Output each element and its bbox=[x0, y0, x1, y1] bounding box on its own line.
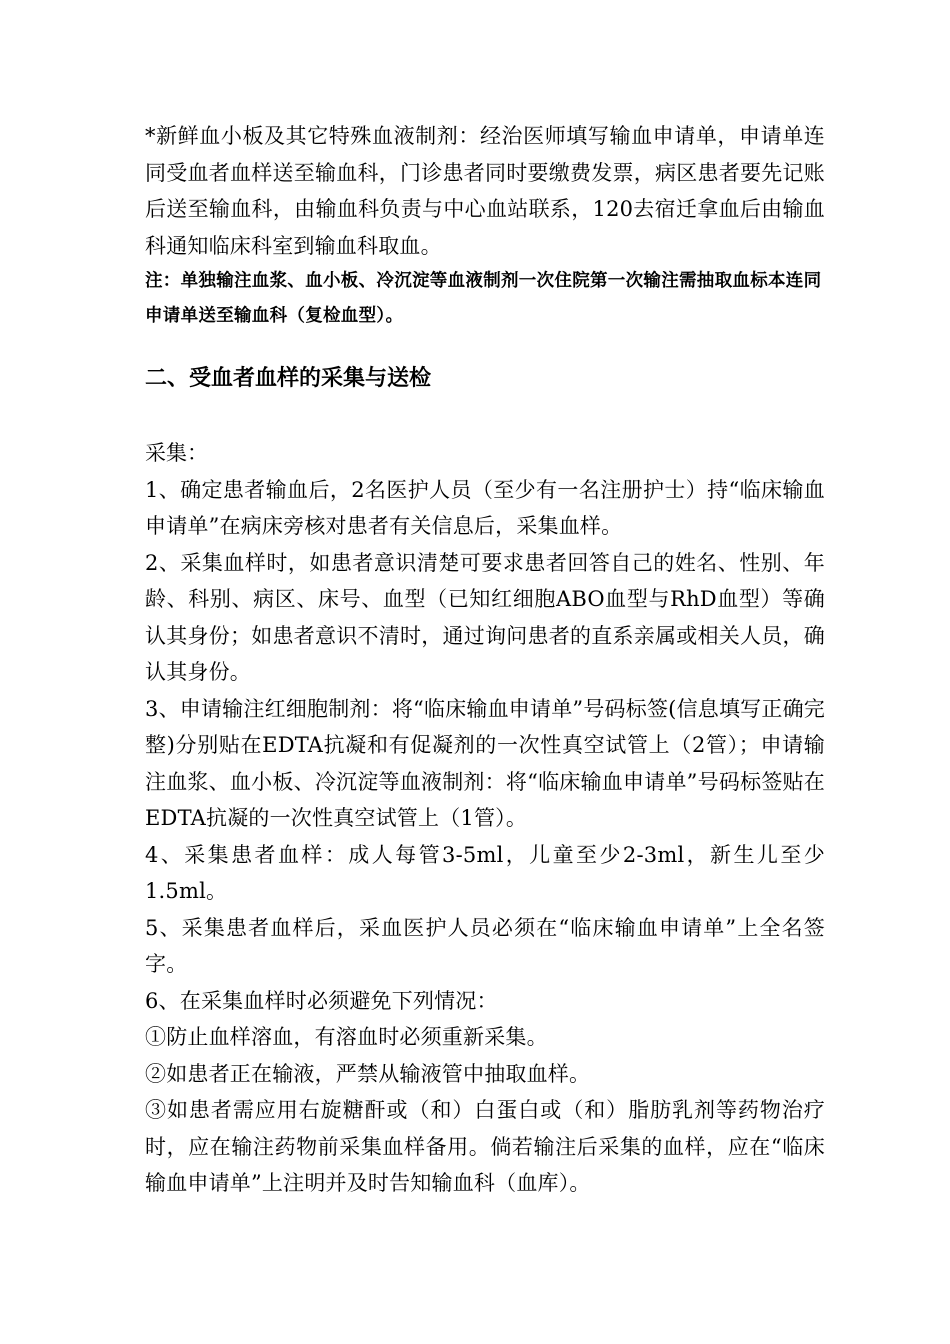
list-item: 4、采集患者血样：成人每管3-5ml，儿童至少2-3ml，新生儿至少1.5ml。 bbox=[145, 842, 825, 903]
note-paragraph: 注：单独输注血浆、血小板、冷沉淀等血液制剂一次住院第一次输注需抽取血标本连同申请单送至输血科（复检血型）。 bbox=[145, 271, 822, 326]
list-item: 6、在采集血样时必须避免下列情况： bbox=[145, 988, 498, 1013]
list-item: 3、申请输注红细胞制剂：将“临床输血申请单”号码标签(信息填写正确完整)分别贴在EDTA抗凝和有促凝剂的一次性真空试管上（2管）；申请输注血浆、血小板、冷沉淀等血液制剂：将“临床输血申请单”号码标签贴在EDTA抗凝的一次性真空试管上（1管）。 bbox=[145, 696, 825, 830]
collection-label: 采集： bbox=[145, 441, 208, 465]
platelet-procedure-paragraph: *新鲜血小板及其它特殊血液制剂：经治医师填写输血申请单，申请单连同受血者血样送至输血科，门诊患者同时要缴费发票，病区患者要先记账后送至输血科，由输血科负责与中心血站联系，120去宿迁拿血后由输血科通知临床科室到输血科取血。 bbox=[145, 124, 825, 258]
list-item: 2、采集血样时，如患者意识清楚可要求患者回答自己的姓名、性别、年龄、科别、病区、床号、血型（已知红细胞ABO血型与RhD血型）等确认其身份；如患者意识不清时，通过询问患者的直系亲属或相关人员，确认其身份。 bbox=[145, 550, 825, 684]
document-page bbox=[145, 118, 825, 1202]
section-heading: 二、受血者血样的采集与送检 bbox=[145, 366, 432, 391]
list-item: 1、确定患者输血后，2名医护人员（至少有一名注册护士）持“临床输血申请单”在病床旁核对患者有关信息后，采集血样。 bbox=[145, 477, 825, 538]
list-item: 5、采集患者血样后，采血医护人员必须在“临床输血申请单”上全名签字。 bbox=[145, 915, 825, 976]
list-item: ①防止血样溶血，有溶血时必须重新采集。 bbox=[145, 1025, 548, 1049]
list-item: ②如患者正在输液，严禁从输液管中抽取血样。 bbox=[145, 1061, 591, 1086]
list-item: ③如患者需应用右旋糖酐或（和）白蛋白或（和）脂肪乳剂等药物治疗时，应在输注药物前采集血样备用。倘若输注后采集的血样，应在“临床输血申请单”上注明并及时告知输血科（血库）。 bbox=[145, 1098, 825, 1195]
